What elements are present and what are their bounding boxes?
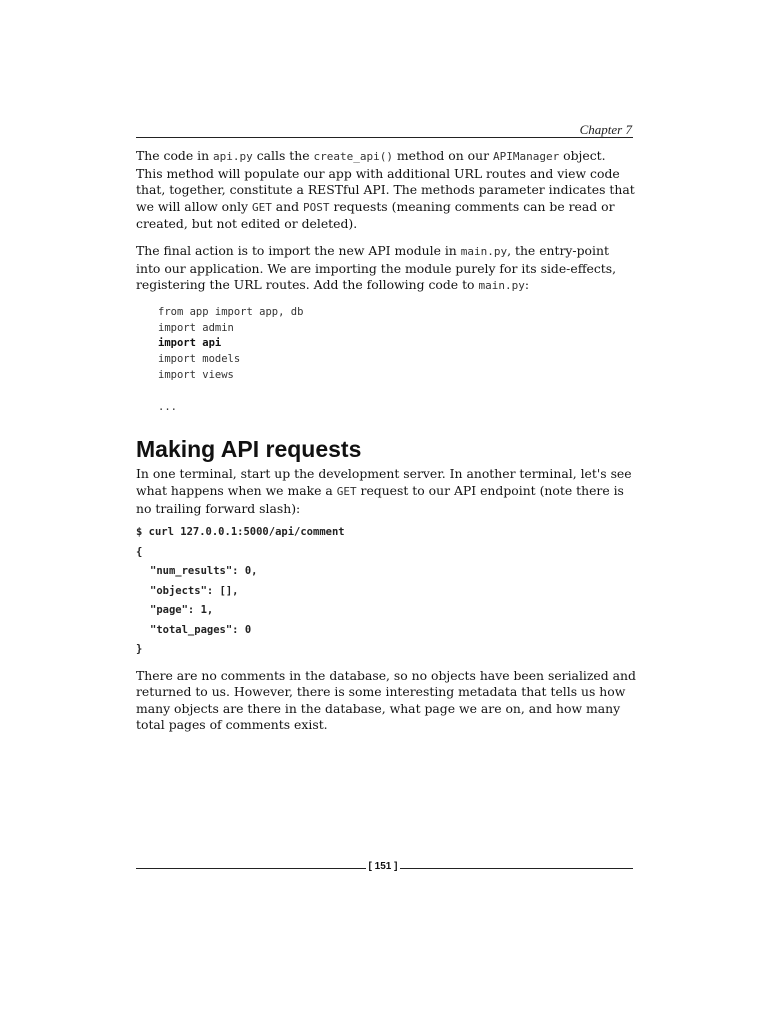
text-run: object. This method will populate our app with additional URL routes and view code that, together, constitute a RESTful API. The methods parameter indicates that we will allow only [136, 148, 635, 214]
code-line: "total_pages": 0 [150, 623, 252, 636]
code-line: } [136, 643, 143, 656]
paragraph-metadata: There are no comments in the database, so no objects have been serialized and returned to us. However, there is some interesting metadata that tells us how many objects are there in the database, what page we are on, and how many total pages of comments exist. [136, 667, 636, 733]
text-run: request to our API endpoint (note there is no trailing forward slash): [136, 482, 624, 516]
code-line-highlighted: import api [158, 337, 222, 350]
inline-code: main.py [460, 244, 508, 258]
code-line: "objects": [], [150, 584, 239, 597]
code-line: ... [158, 400, 177, 413]
text-run: requests (meaning comments can be read or created, but not edited or deleted). [136, 198, 615, 232]
text-run: The final action is to import the new API module in [136, 242, 461, 258]
text-run: , the entry-point into our application. We are importing the module purely for its side-effects, registering the URL routes. Add the following code to [136, 242, 617, 293]
footer-divider-left [136, 868, 366, 869]
inline-code: APIManager [492, 150, 560, 163]
text-run: calls the [252, 148, 314, 163]
text-run: The code in [136, 148, 213, 163]
text-run: : [524, 277, 529, 293]
inline-code: create_api() [313, 150, 393, 163]
paragraph-import-module [136, 243, 636, 295]
code-line: { [136, 545, 143, 558]
code-line: $ curl 127.0.0.1:5000/api/comment [136, 526, 345, 539]
code-line: import models [158, 353, 241, 366]
header-divider [136, 137, 633, 138]
paragraph-get-request [136, 466, 636, 517]
code-line: "page": 1, [150, 604, 214, 617]
inline-code: POST [303, 200, 330, 214]
page-number: [ 151 ] [368, 861, 398, 872]
chapter-header: Chapter 7 [579, 122, 632, 137]
inline-code: GET [251, 200, 272, 214]
code-line: from app import app, db [158, 305, 304, 318]
code-block-curl [136, 523, 636, 660]
inline-code: api.py [213, 150, 253, 163]
footer-divider-right [400, 868, 633, 869]
text-run: and [271, 198, 304, 214]
text-run: method on our [392, 148, 493, 163]
code-line: import admin [158, 321, 234, 334]
text-run: In one terminal, start up the development server. In another terminal, let's see what happens when we make a [136, 466, 632, 498]
inline-code: main.py [478, 279, 525, 293]
section-heading: Making API requests [136, 436, 362, 463]
code-line: "num_results": 0, [150, 565, 258, 578]
code-block-main-py [158, 305, 636, 416]
code-line: import views [158, 368, 234, 381]
inline-code: GET [336, 484, 357, 498]
paragraph-create-api [136, 148, 636, 233]
page-content [136, 148, 636, 734]
